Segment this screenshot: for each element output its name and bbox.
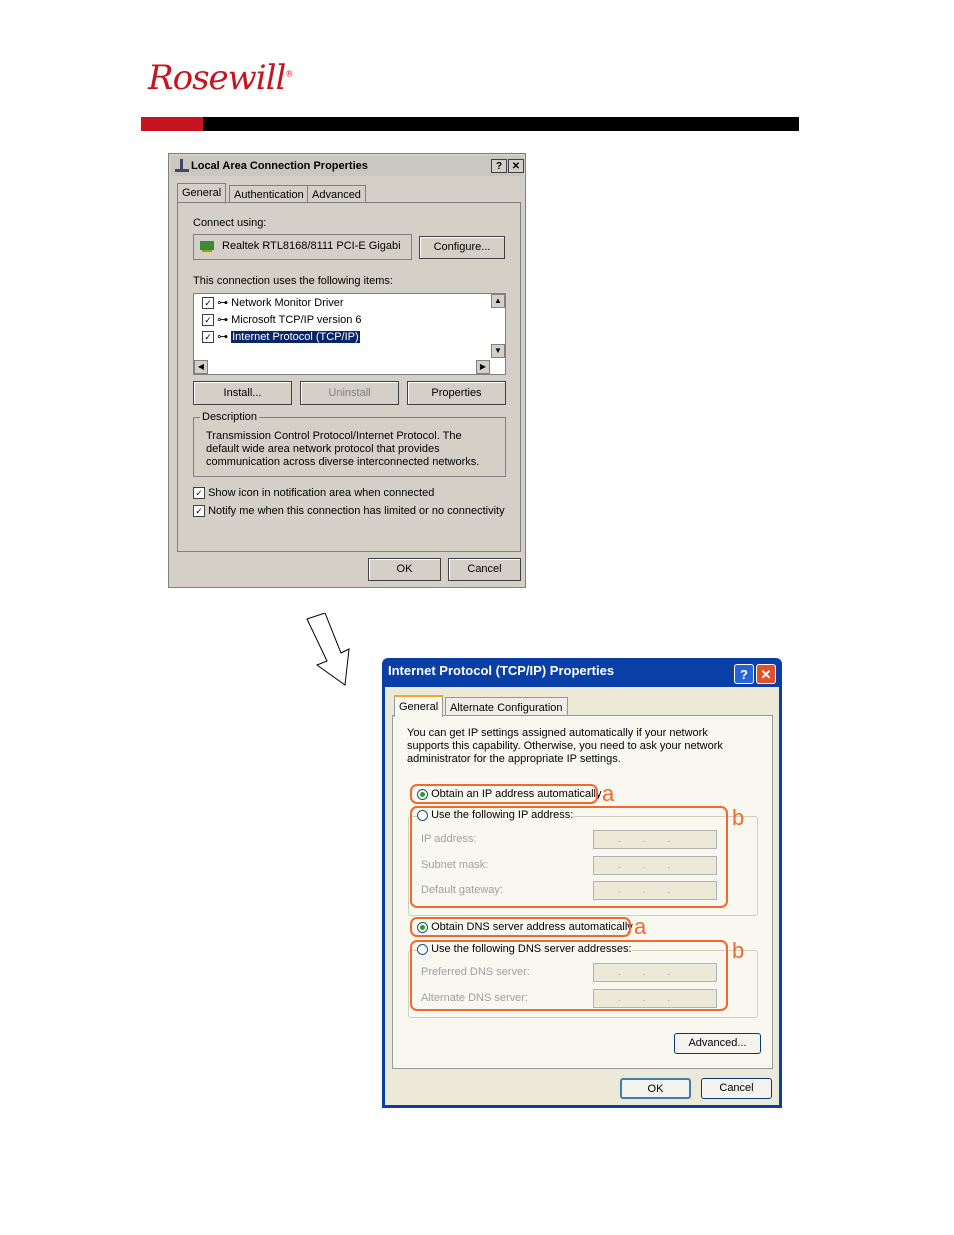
dialog2-body	[385, 687, 779, 1105]
item-label: Network Monitor Driver	[231, 297, 344, 309]
use-ip-label: Use the following IP address:	[431, 809, 574, 821]
preferred-dns-field[interactable]: ...	[593, 963, 717, 982]
description-label: Description	[202, 411, 258, 423]
item-label: Microsoft TCP/IP version 6	[231, 314, 362, 326]
configure-button[interactable]: Configure...	[419, 236, 505, 259]
checkbox[interactable]: ✓	[202, 297, 214, 309]
properties-button[interactable]: Properties	[407, 381, 506, 405]
preferred-dns-label: Preferred DNS server:	[421, 966, 530, 978]
tcpip-properties-dialog	[382, 658, 782, 1108]
scroll-left-icon[interactable]: ◀	[194, 360, 208, 374]
close-button[interactable]: ✕	[756, 664, 776, 684]
default-gateway-label: Default gateway:	[421, 884, 503, 896]
annotation-b: b	[732, 938, 745, 963]
checkbox[interactable]: ✓	[202, 331, 214, 343]
tab-general[interactable]: General	[177, 183, 226, 204]
scroll-down-icon[interactable]: ▼	[491, 344, 505, 358]
obtain-dns-label: Obtain DNS server address automatically	[431, 921, 633, 933]
intro-text: You can get IP settings assigned automatically if your network supports this capability. Otherwise, you need to ask your network administrator for the appropriate IP settings.	[407, 727, 723, 765]
description-group	[193, 411, 506, 477]
dialog1-title: Local Area Connection Properties	[191, 160, 368, 172]
local-area-connection-dialog	[168, 153, 526, 588]
header-bar-red	[141, 117, 203, 131]
dialog2-panel	[392, 715, 773, 1069]
protocol-icon: ⊶	[217, 314, 229, 326]
annotation-a: a	[602, 781, 615, 806]
dialog1-panel	[177, 202, 521, 552]
tab-authentication[interactable]: Authentication	[229, 185, 309, 203]
alternate-dns-field[interactable]: ...	[593, 989, 717, 1008]
list-item[interactable]	[202, 296, 344, 309]
item-label-selected: Internet Protocol (TCP/IP)	[232, 331, 359, 343]
ip-address-field[interactable]: ...	[593, 830, 717, 849]
cancel-button[interactable]: Cancel	[701, 1078, 772, 1099]
tab-alternate-configuration[interactable]: Alternate Configuration	[445, 697, 568, 717]
default-gateway-field[interactable]: ...	[593, 881, 717, 900]
tab-advanced[interactable]: Advanced	[307, 185, 366, 203]
annotation-b: b	[732, 805, 745, 830]
ip-address-label: IP address:	[421, 833, 477, 845]
rosewill-logo: Rosewill®	[148, 58, 293, 98]
ok-button[interactable]: OK	[620, 1078, 691, 1099]
down-arrow-icon	[303, 613, 363, 689]
network-card-icon	[200, 241, 214, 255]
scroll-right-icon[interactable]: ▶	[476, 360, 490, 374]
dialog1-titlebar	[171, 156, 523, 176]
tab-general[interactable]: General	[394, 695, 443, 717]
adapter-name: Realtek RTL8168/8111 PCI-E Gigabi	[222, 240, 401, 252]
advanced-button[interactable]: Advanced...	[674, 1033, 761, 1054]
adapter-field	[193, 234, 412, 260]
highlight-static-ip	[410, 806, 728, 908]
ok-button[interactable]: OK	[368, 558, 441, 581]
list-item[interactable]	[202, 313, 362, 326]
dialog2-title: Internet Protocol (TCP/IP) Properties	[388, 663, 615, 678]
uninstall-button[interactable]: Uninstall	[300, 381, 399, 405]
checkbox[interactable]: ✓	[202, 314, 214, 326]
scroll-up-icon[interactable]: ▲	[491, 294, 505, 308]
show-icon-option[interactable]	[193, 487, 434, 499]
notify-option[interactable]	[193, 505, 505, 517]
close-button[interactable]: ✕	[508, 159, 524, 173]
subnet-mask-label: Subnet mask:	[421, 859, 489, 871]
help-button[interactable]: ?	[491, 159, 507, 173]
obtain-ip-label: Obtain an IP address automatically	[431, 788, 602, 800]
checkbox[interactable]: ✓	[193, 487, 205, 499]
protocol-icon: ⊶	[217, 331, 229, 343]
highlight-obtain-dns	[410, 917, 631, 937]
checkbox[interactable]: ✓	[193, 505, 205, 517]
show-icon-label: Show icon in notification area when connected	[208, 487, 435, 499]
cancel-button[interactable]: Cancel	[448, 558, 521, 581]
items-label: This connection uses the following items:	[193, 275, 393, 287]
highlight-static-dns	[410, 940, 728, 1011]
protocol-icon: ⊶	[217, 297, 229, 309]
header-bar-black	[203, 117, 799, 131]
list-item[interactable]	[202, 330, 360, 343]
components-list[interactable]	[193, 293, 506, 375]
network-icon	[175, 159, 189, 180]
highlight-obtain-ip	[410, 784, 598, 804]
install-button[interactable]: Install...	[193, 381, 292, 405]
notify-label: Notify me when this connection has limited or no connectivity	[208, 505, 505, 517]
subnet-mask-field[interactable]: ...	[593, 856, 717, 875]
alternate-dns-label: Alternate DNS server:	[421, 992, 528, 1004]
help-button[interactable]: ?	[734, 664, 754, 684]
description-text: Transmission Control Protocol/Internet Protocol. The default wide area network protocol that provides communication across diverse interconnected networks.	[206, 430, 480, 468]
use-dns-label: Use the following DNS server addresses:	[431, 943, 632, 955]
annotation-a: a	[634, 914, 647, 939]
connect-using-label: Connect using:	[193, 217, 267, 229]
